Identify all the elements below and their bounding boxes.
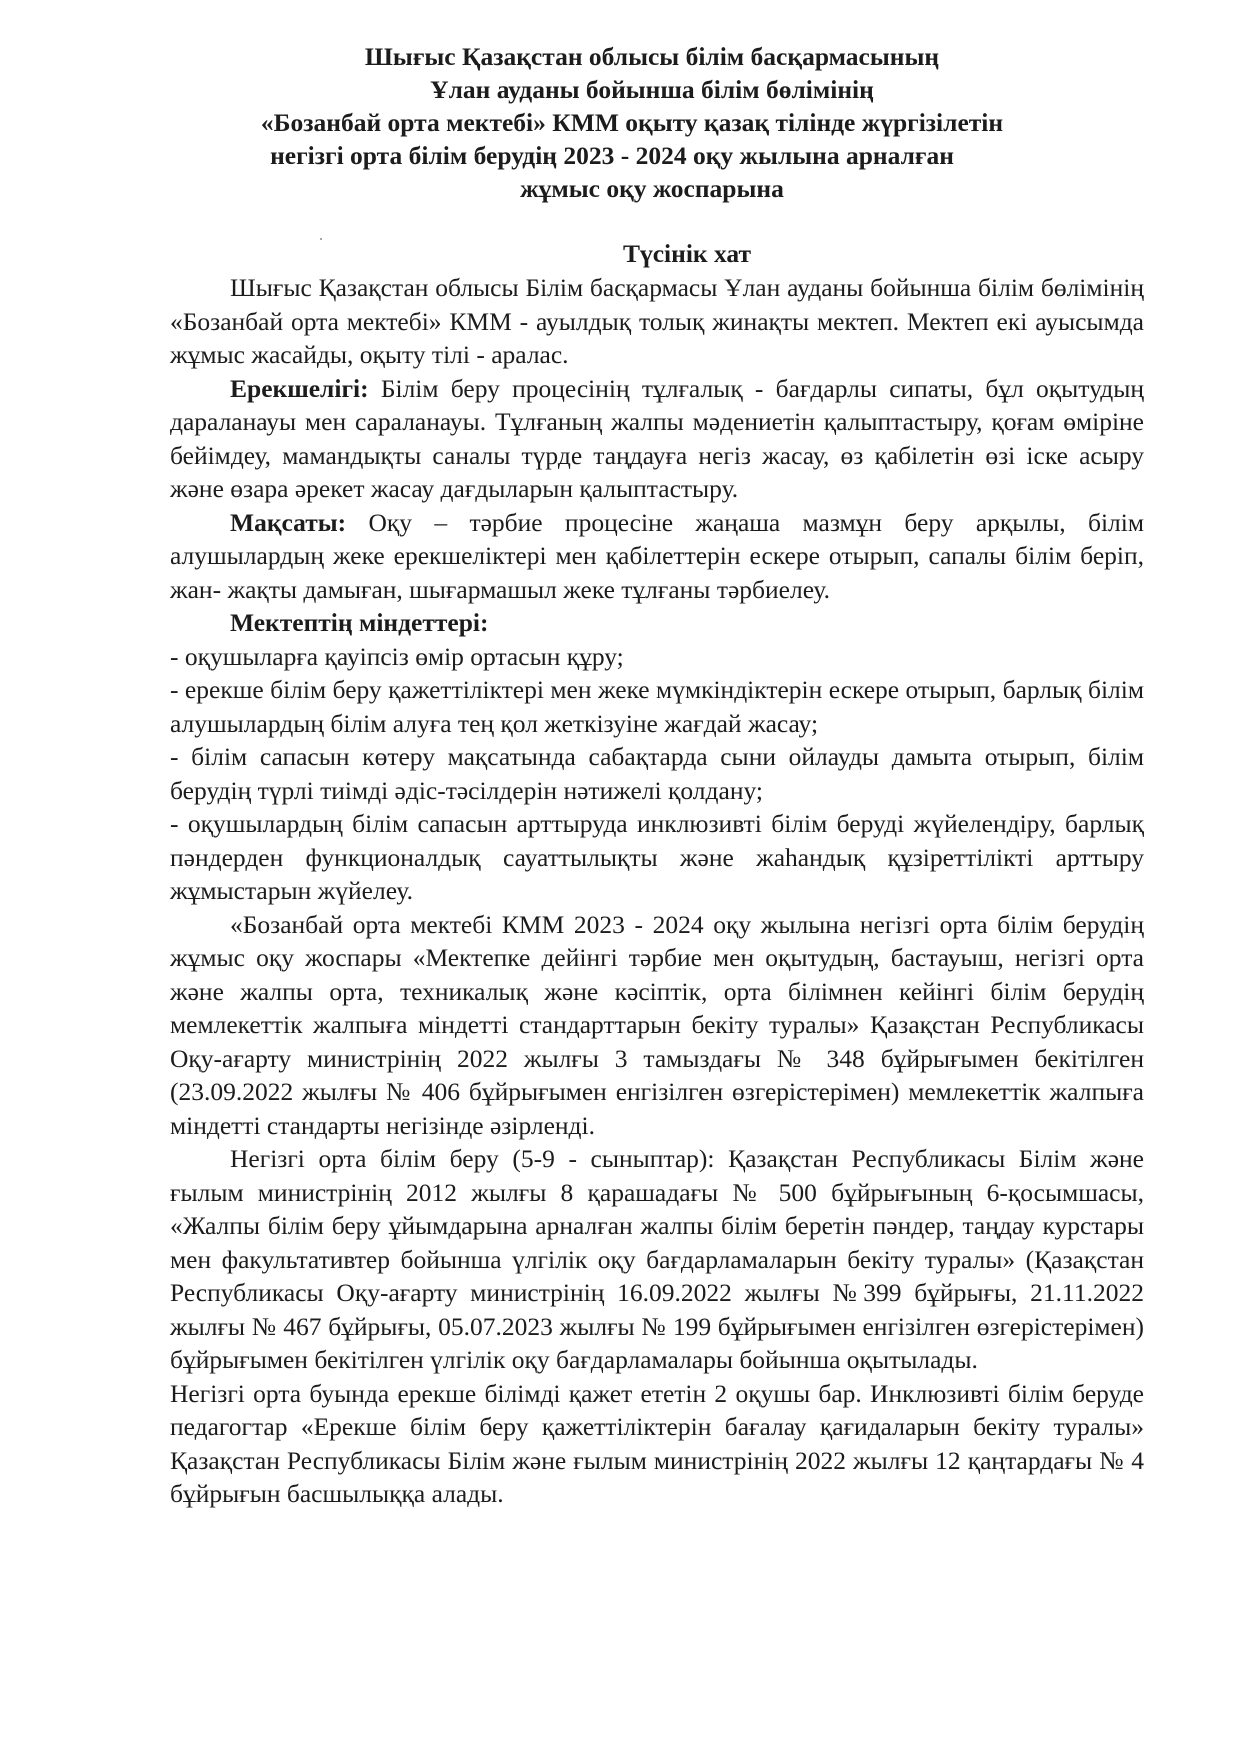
- header-line-4: негізгі орта білім берудің 2023 - 2024 оқу жылына арналған: [270, 141, 954, 170]
- scan-speck: [320, 238, 322, 240]
- goal-paragraph: [170, 506, 1144, 607]
- basic-education-paragraph: Негізгі орта білім беру (5-9 - сыныптар): Қазақстан Республикасы Білім және ғылым министрінің 2012 жылғы 8 қарашадағы № 500 бұйрығының 6-қосымшасы, «Жалпы білім беру ұйымдарына арналған жалпы білім беретін пәндер, таңдау курстары мен факультативтер бойынша үлгілік оқу бағдарламаларын бекіту туралы» (Қазақстан Республикасы Оқу-ағарту министрінің 16.09.2022 жылғы №399 бұйрығы, 21.11.2022 жылғы № 467 бұйрығы, 05.07.2023 жылғы № 199 бұйрығымен енгізілген өзгерістерімен) бұйрығымен бекітілген үлгілік оқу бағдарламалары бойынша оқытылады.: [170, 1144, 1144, 1374]
- features-label: Ерекшелігі:: [230, 373, 369, 403]
- header-line-2: Ұлан ауданы бойынша білім бөлімінің: [430, 75, 874, 104]
- plan-paragraph: «Бозанбай орта мектебі КММ 2023 - 2024 оқу жылына негізгі орта білім берудің жұмыс оқу жоспары «Мектепке дейінгі тәрбие мен оқытудың, бастауыш, негізгі орта және жалпы орта, техникалық және кәсіптік, орта білімнен кейінгі білім берудің мемлекеттік жалпыға міндетті стандарттарын бекіту туралы» Қазақстан Республикасы Оқу-ағарту министрінің 2022 жылғы 3 тамыздағы № 348 бұйрығымен бекітілген (23.09.2022 жылғы № 406 бұйрығымен енгізілген өзгерістерімен) мемлекеттік жалпыға міндетті стандарты негізінде әзірленді.: [170, 909, 1144, 1140]
- document-title: Түсінік хат: [622, 239, 752, 268]
- header-line-3: «Бозанбай орта мектебі» КММ оқыту қазақ тілінде жүргізілетін: [260, 108, 1004, 137]
- header-line-5: жұмыс оқу жоспарына: [520, 174, 784, 203]
- goal-text: Оқу – тәрбие процесіне жаңаша мазмұн беру арқылы, білім алушылардың жеке ерекшеліктері мен қабілеттерін ескере отырып, сапалы білім беріп, жан- жақты дамыған, шығармашыл жеке тұлғаны тәрбиелеу.: [170, 507, 1144, 604]
- features-text: Білім беру процесінің тұлғалық - бағдарлы сипаты, бұл оқытудың дараланауы мен сараланауы. Тұлғаның жалпы мәдениетін қалыптастыру, қоғам өміріне бейімдеу, мамандықты саналы түрде таңдауға негіз жасау, өз қабілетін өзі іске асыру және өзара әрекет жасау дағдыларын қалыптастыру.: [170, 373, 1144, 503]
- goal-label: Мақсаты:: [230, 507, 347, 537]
- header-line-1: Шығыс Қазақстан облысы білім басқармасының: [364, 42, 940, 71]
- task-item: - оқушыларға қауіпсіз өмір ортасын құру;: [170, 641, 624, 671]
- features-paragraph: [170, 372, 1144, 506]
- task-item: - оқушылардың білім сапасын арттыруда инклюзивті білім беруді жүйелендіру, барлық пәндерден функционалдық сауаттылықты және жаһандық құзіреттілікті арттыру жұмыстарын жүйелеу.: [170, 809, 1144, 905]
- inclusive-paragraph: Негізгі орта буында ерекше білімді қажет ететін 2 оқушы бар. Инклюзивті білім беруде педагогтар «Ерекше білім беру қажеттіліктерін бағалау қағидаларын бекіту туралы» Қазақстан Республикасы Білім және ғылым министрінің 2022 жылғы 12 қаңтардағы № 4 бұйрығын басшылыққа алады.: [170, 1378, 1144, 1508]
- task-item: - ерекше білім беру қажеттіліктері мен жеке мүмкіндіктерін ескере отырып, барлық білім алушылардың білім алуға тең қол жеткізуіне жағдай жасау;: [170, 675, 1144, 738]
- tasks-heading: Мектептің міндеттері:: [230, 608, 489, 637]
- document-header: [160, 40, 1144, 205]
- intro-paragraph: Шығыс Қазақстан облысы Білім басқармасы Ұлан ауданы бойынша білім бөлімінің «Бозанбай орта мектебі» КММ - ауылдық толық жинақты мектеп. Мектеп екі ауысымда жұмыс жасайды, оқыту тілі - аралас.: [170, 273, 1144, 369]
- task-item: - білім сапасын көтеру мақсатында сабақтарда сыни ойлауды дамыта отырып, білім берудің түрлі тиімді әдіс-тәсілдерін нәтижелі қолдану;: [170, 742, 1144, 805]
